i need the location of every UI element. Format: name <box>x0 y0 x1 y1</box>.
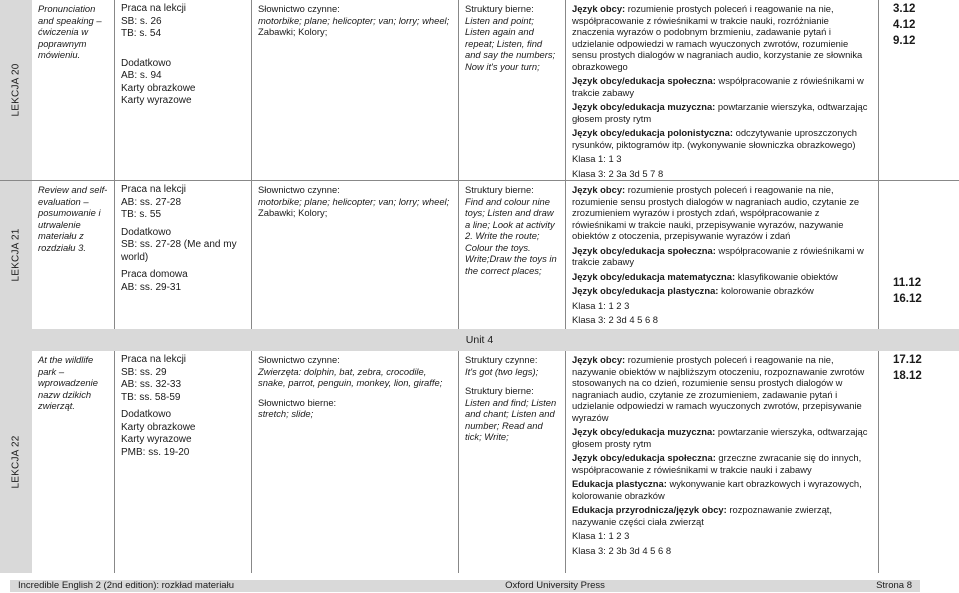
skill-item <box>572 168 872 180</box>
material-item: Praca na lekcji <box>121 354 187 365</box>
lesson-date: 18.12 <box>893 370 922 382</box>
material-item: Praca na lekcji <box>121 184 187 195</box>
skill-text: rozumienie prostych poleceń i reagowanie na nie, współpracowanie z rówieśnikami w trakcie nauki, rozróżnianie znaczenia wyrazów o podobnym brzmieniu, zadawanie pytań i udzielanie odpowiedzi w ramach wyuczonych zwrotów, rozumienie sensu prostych dialogów w nagraniach audio, korzystanie ze słownika obrazkowego <box>572 3 863 72</box>
skill-item <box>572 300 872 312</box>
lesson-dates <box>879 0 959 180</box>
skill-text: rozumienie prostych poleceń i reagowanie na nie, rozumienie sensu prostych dialogów w nagraniach audio, czytanie ze zrozumieniem wyrazów i prostych zdań, współpracowanie z rówieśnikami w trakcie nauki, przepisywanie wyrazów, nazywanie obiektów z otoczenia, przepisywanie wyrazów i zdań <box>572 184 860 241</box>
unit-header: Unit 4 <box>0 329 959 351</box>
skill-label: Język obcy/edukacja muzyczna: <box>572 101 716 112</box>
skill-item <box>572 3 872 72</box>
skill-label: Język obcy/edukacja polonistyczna: <box>572 127 733 138</box>
lesson-materials <box>115 0 252 180</box>
skill-item <box>572 478 872 501</box>
lesson-date: 16.12 <box>893 293 922 305</box>
skill-text: grzeczne zwracanie się do innych, współpracowanie z rówieśnikami w trakcie nauki i zabawy <box>572 452 862 475</box>
lesson-row <box>0 0 959 180</box>
lesson-vocabulary: Słownictwo czynne: motorbike; plane; helicopter; van; lorry; wheel; Zabawki; Kolory; <box>252 181 459 329</box>
skill-text: powtarzanie wierszyka, odtwarzając głosem prosty rytm <box>572 426 868 449</box>
material-item: TB: s. 54 <box>121 28 162 39</box>
skill-label: Edukacja plastyczna: <box>572 478 667 489</box>
skill-text: Klasa 3: 2 3b 3d 4 5 6 8 <box>572 544 672 556</box>
lesson-materials <box>115 351 252 573</box>
lesson-goals: Review and self-evaluation – posumowanie i utrwalenie materiału z rozdziału 3. <box>32 181 115 329</box>
material-item: Praca domowa <box>121 269 188 280</box>
material-item: Dodatkowo <box>121 409 172 420</box>
material-item: Dodatkowo <box>121 57 172 69</box>
skill-label: Język obcy/edukacja społeczna: <box>572 244 716 256</box>
skill-item <box>572 127 872 150</box>
skill-label: Język obcy: <box>572 184 626 195</box>
footer-publisher: Oxford University Press <box>505 580 605 591</box>
lesson-date: 4.12 <box>893 19 916 31</box>
material-item: PMB: ss. 19-20 <box>121 446 190 458</box>
lesson-dates <box>879 351 959 573</box>
skill-item <box>572 75 872 98</box>
skill-item <box>572 271 872 283</box>
skill-text: Klasa 1: 1 2 3 <box>572 299 630 311</box>
skill-text: odczytywanie uproszczonych rysunków, piktogramów itp. (wykonywanie słowniczka obrazkowego) <box>572 127 858 150</box>
lesson-skills <box>566 351 879 573</box>
skill-label: Język obcy/edukacja plastyczna: <box>572 285 719 296</box>
skill-text: Klasa 3: 2 3a 3d 5 7 8 <box>572 167 664 179</box>
skill-item <box>572 452 872 475</box>
material-item: AB: ss. 27-28 <box>121 196 182 208</box>
skill-text: Klasa 1: 1 3 <box>572 153 622 164</box>
spacer <box>121 47 245 53</box>
skill-text: Klasa 3: 2 3d 4 5 6 8 <box>572 314 659 325</box>
footer-page-number: Strona 8 <box>876 580 912 591</box>
lesson-vocabulary: Słownictwo czynne: Zwierzęta: dolphin, bat, zebra, crocodile, snake, parrot, penguin, monkey, lion, giraffe; Słownictwo bierne: stretch; slide; <box>252 351 459 573</box>
material-item: TB: s. 55 <box>121 209 162 220</box>
material-item: SB: ss. 29 <box>121 366 167 378</box>
skill-text: kolorowanie obrazków <box>718 285 814 296</box>
lesson-materials <box>115 181 252 329</box>
lesson-structures: Struktury bierne: Listen and point; Listen again and repeat; Listen, find and say the numbers; Now it's your turn; <box>459 0 566 180</box>
lesson-label: LEKCJA 22 <box>0 351 32 573</box>
skill-label: Język obcy: <box>572 354 626 365</box>
skill-text: rozpoznawanie zwierząt, nazywanie części ciała zwierząt <box>572 504 833 527</box>
skill-item <box>572 285 872 297</box>
skill-item <box>572 504 872 527</box>
skill-text: współpracowanie z rówieśnikami w trakcie zabawy <box>572 75 864 98</box>
skill-label: Język obcy/edukacja matematyczna: <box>572 270 736 282</box>
skill-text: współpracowanie z rówieśnikami w trakcie zabawy <box>572 244 864 267</box>
lesson-structures: Struktury bierne: Find and colour nine toys; Listen and draw a line; Look at activity 2. Write the route; Colour the toys. Write;Draw the toys in the correct places; <box>459 181 566 329</box>
skill-label: Język obcy: <box>572 3 626 14</box>
material-item: Karty wyrazowe <box>121 434 192 445</box>
skill-item <box>572 184 872 242</box>
skill-item <box>572 245 872 268</box>
lesson-goals: Pronunciation and speaking – ćwiczenia w poprawnym mówieniu. <box>32 0 115 180</box>
lesson-goals: At the wildlife park – wprowadzenie nazw dzikich zwierząt. <box>32 351 115 573</box>
skill-label: Język obcy/edukacja społeczna: <box>572 75 716 86</box>
skill-item <box>572 354 872 423</box>
lesson-date: 3.12 <box>893 3 916 15</box>
material-item: SB: ss. 27-28 (Me and my world) <box>121 239 237 263</box>
material-item: Dodatkowo <box>121 226 172 238</box>
skill-item <box>572 314 872 326</box>
lesson-skills <box>566 0 879 180</box>
skill-item <box>572 426 872 449</box>
lesson-date: 11.12 <box>893 277 922 289</box>
footer-title: Incredible English 2 (2nd edition): rozkład materiału <box>18 580 234 591</box>
lesson-structures: Struktury czynne: It's got (two legs); Struktury bierne: Listen and find; Listen and chant; Listen and number; Read and tick; Write; <box>459 351 566 573</box>
material-item: Praca na lekcji <box>121 3 187 14</box>
lesson-date: 9.12 <box>893 35 916 47</box>
skill-text: wykonywanie kart obrazkowych i wyrazowych, kolorowanie obrazków <box>572 478 862 501</box>
material-item: AB: ss. 32-33 <box>121 379 182 390</box>
skill-text: powtarzanie wierszyka, odtwarzając głosem prosty rytm <box>572 101 868 124</box>
lesson-row <box>0 351 959 573</box>
skill-label: Język obcy/edukacja muzyczna: <box>572 426 716 437</box>
material-item: AB: ss. 29-31 <box>121 281 182 293</box>
skill-label: Edukacja przyrodnicza/język obcy: <box>572 504 727 515</box>
lesson-date: 17.12 <box>893 354 922 366</box>
lesson-skills <box>566 181 879 329</box>
skill-label: Język obcy/edukacja społeczna: <box>572 452 716 463</box>
skill-item <box>572 153 872 165</box>
lesson-label: LEKCJA 20 <box>0 0 32 180</box>
material-item: Karty obrazkowe <box>121 82 196 94</box>
skill-item <box>572 530 872 542</box>
skill-item <box>572 545 872 557</box>
skill-text: Klasa 1: 1 2 3 <box>572 530 630 541</box>
lesson-label: LEKCJA 21 <box>0 181 32 329</box>
lesson-dates <box>879 181 959 329</box>
lesson-row <box>0 181 959 329</box>
material-item: Karty obrazkowe <box>121 421 196 433</box>
skill-text: klasyfikowanie obiektów <box>735 270 838 282</box>
material-item: Karty wyrazowe <box>121 95 192 106</box>
material-item: SB: s. 26 <box>121 15 162 27</box>
material-item: AB: s. 94 <box>121 70 162 81</box>
skill-item <box>572 101 872 124</box>
material-item: TB: ss. 58-59 <box>121 391 181 403</box>
lesson-vocabulary: Słownictwo czynne: motorbike; plane; helicopter; van; lorry; wheel; Zabawki; Kolory; <box>252 0 459 180</box>
page-footer <box>10 580 920 592</box>
skill-text: rozumienie prostych poleceń i reagowanie na nie, nazywanie obiektów w najbliższym otoczeniu, rozpoznawanie zwrotów stosowanych na co dzień, rozumienie sensu prostych dialogów w nagraniach audio, czytanie ze zrozumieniem, zadawanie pytań i udzielanie odpowiedzi w ramach wyuczonych zwrotów, przepisywanie wyrazów <box>572 354 865 423</box>
